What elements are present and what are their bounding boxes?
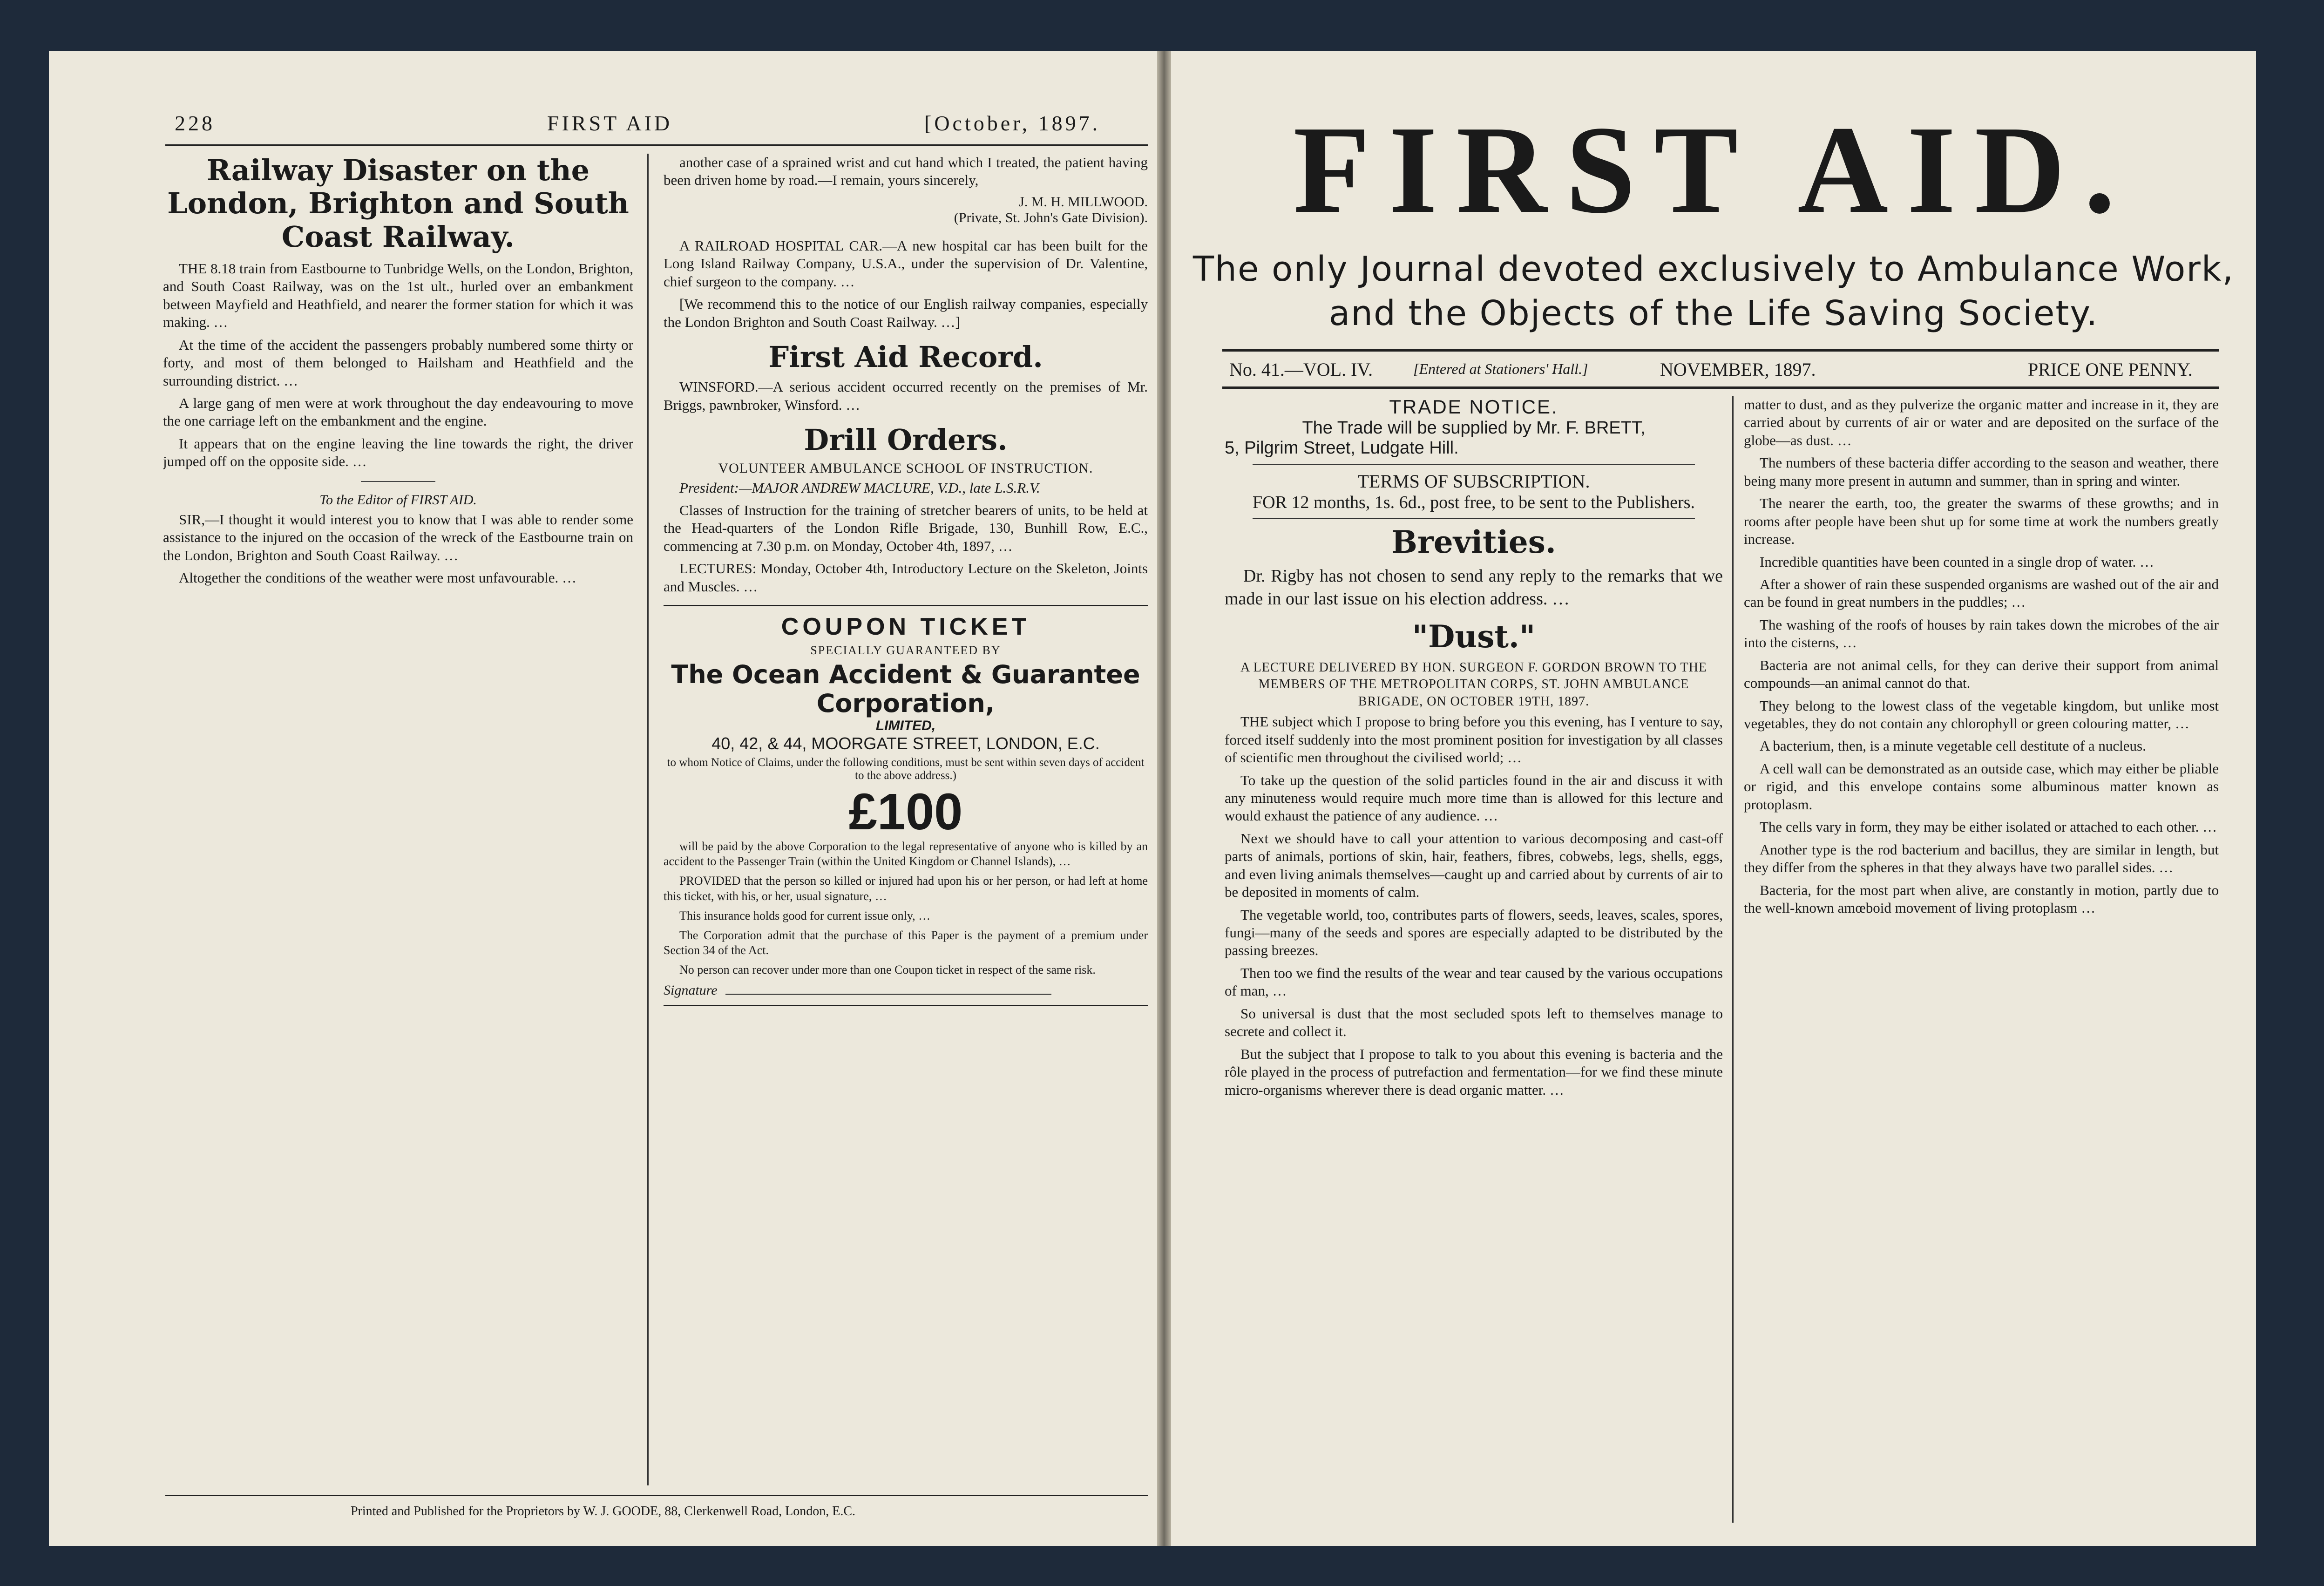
railway-title: Railway Disaster on the London, Brighton and South Coast Railway. (167, 154, 629, 254)
dust-continued: They belong to the lowest class of the vegetable kingdom, but unlike most vegetables, they do not contain any chlorophyll or green colouring matter, … (1744, 697, 2219, 732)
dust-paragraph: Then too we find the results of the wear and tear caused by the various occupations of man, … (1225, 964, 1723, 999)
right-column-2 (1744, 396, 2219, 1532)
dust-byline: A LECTURE DELIVERED BY HON. SURGEON F. GORDON BROWN TO THE MEMBERS OF THE METROPOLITAN CORPS, ST. JOHN AMBULANCE BRIGADE, ON OCTOBER 19TH, 1897. (1240, 660, 1707, 709)
masthead: FIRST AID. (1293, 100, 2134, 239)
page-number: 228 (175, 111, 215, 135)
brevities-paragraph: Dr. Rigby has not chosen to send any reply to the remarks that we made in our last issue on his election address. … (1225, 566, 1723, 609)
masthead-rule-bottom (1222, 386, 2219, 389)
letter-paragraph: Altogether the conditions of the weather were most unfavourable. … (179, 569, 576, 586)
railway-paragraph: It appears that on the engine leaving the line towards the right, the driver jumped off on the opposite side. … (163, 435, 633, 470)
dust-paragraph: The vegetable world, too, contributes parts of flowers, seeds, leaves, scales, spores, fungi—many of the seeds and spores are especially adapted to be distributed by the passing breezes. (1225, 906, 1723, 959)
dust-continued: The numbers of these bacteria differ according to the season and weather, there being many more present in autumn and summer, than in spring and winter. (1744, 454, 2219, 489)
coupon-guaranteed: SPECIALLY GUARANTEED BY (810, 644, 1001, 657)
coupon-signature[interactable] (664, 983, 1148, 998)
coupon-title: COUPON TICKET (781, 613, 1030, 641)
footer-imprint: Printed and Published for the Proprietors by W. J. GOODE, 88, Clerkenwell Road, London, E.C. (350, 1504, 856, 1518)
editor-line: To the Editor of FIRST AID. (319, 492, 477, 508)
tagline-line-2: and the Objects of the Life Saving Society. (1328, 293, 2099, 333)
left-page (49, 51, 1157, 1546)
issue-number: No. 41.—VOL. IV. (1229, 359, 1373, 380)
dust-title: "Dust." (1412, 618, 1536, 655)
dust-continued: A cell wall can be demonstrated as an outside case, which may either be pliable or rigid, and this envelope contains some albuminous matter known as protoplasm. (1744, 760, 2219, 813)
header-rule (165, 144, 1148, 146)
trade-notice-title: TRADE NOTICE. (1389, 396, 1558, 418)
dust-continued: After a shower of rain these suspended organisms are washed out of the air and can be found in great numbers in the puddles; … (1744, 576, 2219, 610)
letter-paragraph: SIR,—I thought it would interest you to know that I was able to render some assistance to the injured on the occasion of the wreck of the Eastbourne train on the London, Brighton and South Coast Railway. … (163, 511, 633, 563)
coupon-terms: The Corporation admit that the purchase of this Paper is the payment of a premium under Section 34 of the Act. (664, 929, 1148, 957)
footer-rule (165, 1495, 1148, 1496)
coupon-ticket (664, 605, 1148, 1006)
dust-continued: Bacteria are not animal cells, for they can derive their support from animal compounds—an animal cannot do that. (1744, 657, 2219, 691)
dust-paragraph: Next we should have to call your attention to various decomposing and cast-off parts of animals, portions of skin, hair, feathers, fibres, cobwebs, legs, shells, eggs, and even living animals themselves—caught up and carried about by currents of air to be deposited in moments of calm. (1225, 830, 1723, 901)
record-paragraph: WINSFORD.—A serious accident occurred recently on the premises of Mr. Briggs, pawnbroker, Winsford. … (664, 379, 1148, 413)
left-column-2 (664, 154, 1148, 1490)
coupon-amount: £100 (848, 783, 963, 841)
hospital-car-paragraph: [We recommend this to the notice of our English railway companies, especially the London Brighton and South Coast Railway. …] (664, 296, 1148, 330)
column-divider (1732, 396, 1734, 1523)
hospital-car-paragraph: A RAILROAD HOSPITAL CAR.—A new hospital car has been built for the Long Island Railway Company, U.S.A., under the supervision of Dr. Valentine, chief surgeon to the company. … (664, 237, 1148, 290)
section-divider (1253, 518, 1695, 519)
dust-continued: Incredible quantities have been counted in a single drop of water. … (1760, 553, 2155, 570)
drill-paragraph: LECTURES: Monday, October 4th, Introductory Lecture on the Skeleton, Joints and Muscles. … (664, 560, 1148, 595)
coupon-terms: PROVIDED that the person so killed or injured had upon his or her person, or had left at home this ticket, with his, or her, usual signature, … (664, 874, 1148, 903)
dust-continued: matter to dust, and as they pulverize the organic matter and increase in it, they are carried about by currents of air or water and are deposited on the surface of the globe—as dust. … (1744, 396, 2219, 448)
dust-paragraph: THE subject which I propose to bring before you this evening, has I venture to say, forced itself suddenly into the most prominent position for investigation by all classes of scientific men throughout the civilised world; … (1225, 713, 1723, 766)
dust-paragraph: But the subject that I propose to talk to you about this evening is bacteria and the rôle played in the process of putrefaction and fermentation—for we find these minute micro-organisms wherever there is dead organic matter. … (1225, 1045, 1723, 1098)
dust-paragraph: So universal is dust that the most secluded spots left to themselves manage to secrete and collect it. (1225, 1005, 1723, 1040)
book-gutter (1157, 51, 1171, 1546)
coupon-signature-label: Signature (664, 982, 718, 998)
coupon-notice: to whom Notice of Claims, under the following conditions, must be sent within seven days of accident to the above address.) (667, 756, 1145, 782)
running-title: FIRST AID (547, 111, 673, 135)
railway-paragraph: A large gang of men were at work throughout the day endeavouring to move the one carriage left on the embankment and the engine. (163, 394, 633, 429)
column-divider (647, 154, 649, 1485)
masthead-rule-top (1222, 349, 2219, 352)
coupon-terms: No person can recover under more than one Coupon ticket in respect of the same risk. (679, 963, 1096, 977)
drill-title: Drill Orders. (804, 423, 1008, 457)
coupon-address: 40, 42, & 44, MOORGATE STREET, LONDON, E.C. (711, 734, 1100, 753)
entered-notice: [Entered at Stationers' Hall.] (1413, 360, 1588, 377)
tagline-line-1: The only Journal devoted exclusively to Ambulance Work, (1192, 249, 2235, 289)
right-column-1 (1225, 396, 1723, 1532)
trade-notice-address: 5, Pilgrim Street, Ludgate Hill. (1225, 438, 1459, 458)
brevities-title: Brevities. (1391, 524, 1556, 560)
dust-continued: The washing of the roofs of houses by rain takes down the microbes of the air into the cisterns, … (1744, 616, 2219, 651)
left-column-1 (163, 154, 633, 1490)
right-page (1171, 51, 2256, 1546)
dust-continued: Bacteria, for the most part when alive, are constantly in motion, partly due to the well-known amœboid movement of living protoplasm … (1744, 881, 2219, 916)
drill-subtitle: VOLUNTEER AMBULANCE SCHOOL OF INSTRUCTION. (718, 460, 1093, 476)
coupon-terms: This insurance holds good for current issue only, … (679, 908, 931, 922)
coupon-terms: will be paid by the above Corporation to the legal representative of anyone who is killed by an accident to the Passenger Train (within the United Kingdom or Channel Islands), … (664, 839, 1148, 868)
railway-paragraph: THE 8.18 train from Eastbourne to Tunbridge Wells, on the London, Brighton, and South Coast Railway, was on the 1st ult., hurled over an embankment between Mayfield and Heathfield, and nearer the former station for which it was making. … (163, 260, 633, 331)
letter-end-paragraph: another case of a sprained wrist and cut hand which I treated, the patient having been driven home by road.—I remain, yours sincerely, (664, 154, 1148, 189)
dust-continued: Another type is the rod bacterium and bacillus, they are similar in length, but they differ from the spheres in that they always have two parallel sides. … (1744, 841, 2219, 876)
issue-price: PRICE ONE PENNY. (2028, 359, 2193, 380)
section-divider (361, 481, 435, 482)
coupon-company: The Ocean Accident & Guarantee Corporation, (671, 660, 1140, 718)
letter-signature: J. M. H. MILLWOOD. (1019, 194, 1148, 210)
record-title: First Aid Record. (768, 340, 1043, 374)
railway-paragraph: At the time of the accident the passengers probably numbered some thirty or forty, and most of them belonged to Hailsham and Heathfield and the surrounding district. … (163, 336, 633, 389)
issue-date: NOVEMBER, 1897. (1660, 359, 1816, 380)
dust-continued: The cells vary in form, they may be either isolated or attached to each other. … (1760, 819, 2217, 835)
drill-president: President:—MAJOR ANDREW MACLURE, V.D., late L.S.R.V. (679, 479, 1040, 496)
terms-text: FOR 12 months, 1s. 6d., post free, to be sent to the Publishers. (1253, 493, 1695, 512)
dust-continued: A bacterium, then, is a minute vegetable cell destitute of a nucleus. (1760, 738, 2146, 754)
dust-paragraph: To take up the question of the solid particles found in the air and discuss it with any minuteness would require much more time than is allowed for this lecture and would exhaust the patience of any audience. … (1225, 772, 1723, 824)
dust-continued: The nearer the earth, too, the greater the swarms of these growths; and in rooms after people have been shut up for some time at work the numbers greatly increase. (1744, 495, 2219, 548)
terms-title: TERMS OF SUBSCRIPTION. (1357, 471, 1590, 492)
header-date: [October, 1897. (924, 111, 1101, 135)
section-divider (1253, 464, 1695, 465)
drill-paragraph: Classes of Instruction for the training of stretcher bearers of units, to be held at the Head-quarters of the London Rifle Brigade, 130, Bunhill Row, E.C., commencing at 7.30 p.m. on Monday, October 4th, 1897, … (664, 502, 1148, 554)
trade-notice-line: The Trade will be supplied by Mr. F. BRETT, (1302, 418, 1646, 438)
letter-signature-division: (Private, St. John's Gate Division). (954, 210, 1148, 225)
coupon-limited: LIMITED, (875, 718, 936, 734)
signature-line[interactable] (725, 994, 1051, 995)
